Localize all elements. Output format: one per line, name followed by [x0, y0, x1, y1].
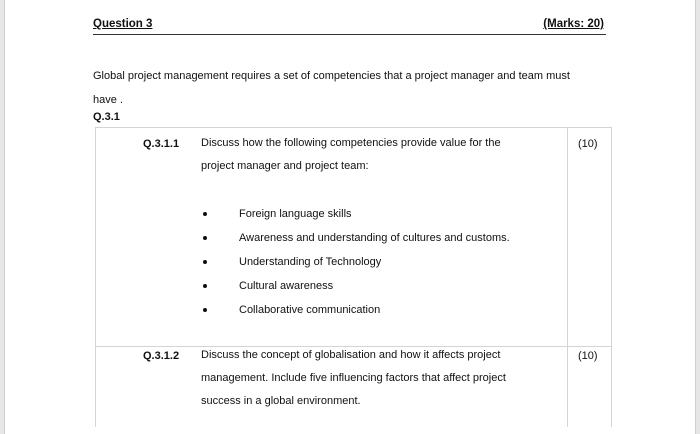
- list-item: [200, 202, 510, 226]
- table-border-left: [95, 127, 96, 427]
- bullet-icon: [203, 236, 207, 240]
- question-number-3-1-1: Q.3.1.1: [143, 138, 180, 150]
- question-title: Question 3: [93, 18, 153, 30]
- bullet-icon: [203, 260, 207, 264]
- question-text-line: Discuss how the following competencies provide value for the: [201, 137, 501, 149]
- question-marks: (Marks: 20): [543, 18, 604, 30]
- question-text-line: management. Include five influencing factors that affect project: [201, 372, 506, 384]
- intro-paragraph: [93, 64, 613, 112]
- page-edge-right: [696, 0, 700, 434]
- question-marks-3-1-2: (10): [578, 350, 598, 362]
- bullet-icon: [203, 308, 207, 312]
- list-item-label: Foreign language skills: [239, 208, 352, 220]
- question-marks-3-1-1: (10): [578, 138, 598, 150]
- competencies-list: [200, 202, 510, 322]
- question-header: [93, 16, 606, 35]
- table-border-top: [95, 127, 611, 128]
- list-item: [200, 250, 510, 274]
- question-text-line: Discuss the concept of globalisation and how it affects project: [201, 349, 501, 361]
- list-item: [200, 226, 510, 250]
- table-border-right: [611, 127, 612, 427]
- bullet-icon: [203, 212, 207, 216]
- question-text-3-1-1: [201, 132, 551, 178]
- list-item-label: Understanding of Technology: [239, 256, 382, 268]
- bullet-icon: [203, 284, 207, 288]
- list-item: [200, 298, 510, 322]
- question-text-3-1-2: [201, 344, 551, 413]
- table-marks-column-divider: [567, 127, 568, 427]
- question-text-line: project manager and project team:: [201, 160, 369, 172]
- section-label: Q.3.1: [93, 111, 120, 123]
- intro-line-2: have .: [93, 94, 123, 106]
- question-text-line: success in a global environment.: [201, 395, 361, 407]
- list-item: [200, 274, 510, 298]
- question-number-3-1-2: Q.3.1.2: [143, 350, 180, 362]
- list-item-label: Cultural awareness: [239, 280, 334, 292]
- list-item-label: Awareness and understanding of cultures and customs.: [239, 232, 510, 244]
- intro-line-1: Global project management requires a set of competencies that a project manager and team must: [93, 70, 570, 82]
- list-item-label: Collaborative communication: [239, 304, 381, 316]
